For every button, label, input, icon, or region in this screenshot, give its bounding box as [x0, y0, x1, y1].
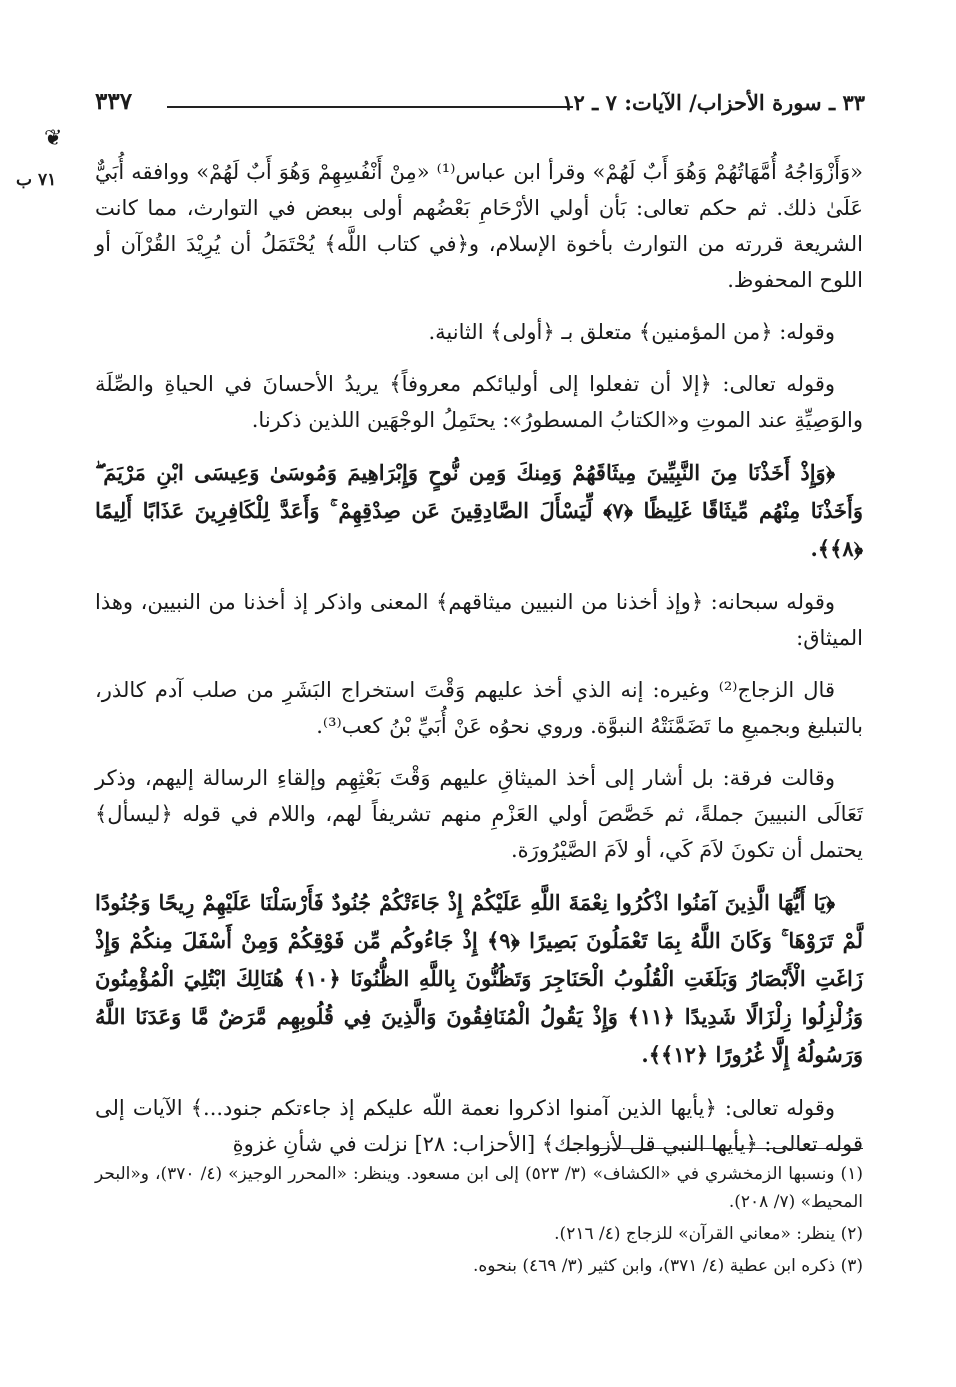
footnote-divider — [566, 1148, 863, 1149]
header-title: ٣٣ ـ سورة الأحزاب/ الآيات: ٧ ـ ١٢ — [562, 90, 865, 115]
quran-verses-9-12: ﴿يَا أَيُّهَا الَّذِينَ آمَنُوا اذْكُرُوا نِعْمَةَ اللَّهِ عَلَيْكُمْ إِذْ جَاءَتْكُمْ جُنُودٌ فَأَرْسَلْنَا عَلَيْهِمْ رِيحًا وَجُنُودًا لَّمْ تَرَوْهَا ۚ وَكَانَ اللَّهُ بِمَا تَعْمَلُونَ بَصِيرًا ﴿٩﴾ إِذْ جَاءُوكُم مِّن فَوْقِكُمْ وَمِنْ أَسْفَلَ مِنكُمْ وَإِذْ زَاغَتِ الْأَبْصَارُ وَبَلَغَتِ الْقُلُوبُ الْحَنَاجِرَ وَتَظُنُّونَ بِاللَّهِ الظُّنُونَا ﴿١٠﴾ هُنَالِكَ ابْتُلِيَ الْمُؤْمِنُونَ وَزُلْزِلُوا زِلْزَالًا شَدِيدًا ﴿١١﴾ وَإِذْ يَقُولُ الْمُنَافِقُونَ وَالَّذِينَ فِي قُلُوبِهِم مَّرَضٌ مَّا وَعَدَنَا اللَّهُ وَرَسُولُهُ إِلَّا غُرُورًا ﴿١٢﴾﴾. — [95, 890, 863, 1067]
footnote-1: (١) ونسبها الزمخشري في «الكشاف» (٣/ ٥٢٣) إلى ابن مسعود. وينظر: «المحرر الوجيز» (٤/ ٣٧٠)، و«البحر المحيط» (٧/ ٢٠٨). — [95, 1164, 863, 1212]
paragraph-5: وقوله سبحانه: ﴿وإذ أخذنا من النبيين ميثاقهم﴾ المعنى واذكر إذ أخذنا من النبيين، وهذا الميثاق: — [95, 590, 863, 650]
manuscript-folio-ref: ٧١ ب — [16, 170, 57, 190]
paragraph-1: «وَأَزْوَاجُهُ أُمَّهَاتُهُمْ وَهُوَ أَبٌ لَهُمْ» وقرأ ابن عباس⁽¹⁾ «مِنْ أَنْفُسِهِمْ وَهُوَ أَبٌ لَهُمْ» ووافقه أُبَيٌّ عَلَىٰ ذلك. ثم حكم تعالى: بَأن أولي الأرْحَامِ بَعْضُهم أولى ببعض في التوارث، مما كانت الشريعة قررته من التوارث بأخوة الإسلام، و﴿في كتاب اللَّه﴾ يُحْتَمَلُ أن يُرِيْدَ القُرْآن أو اللوح المحفوظ. — [95, 160, 863, 292]
paragraph-6: قال الزجاج⁽²⁾ وغيره: إنه الذي أخذ عليهم وَقْتَ استخراج البَشَرِ من صلب آدم كالذر، بالتبليغ وبجميعِ ما تَضَمَّنَتْهُ النبوَّة. وروي نحوُه عَنْ أُبَيِّ بْنُ كعب⁽³⁾. — [95, 678, 863, 738]
running-header — [95, 88, 865, 122]
footnote-3: (٣) ذكره ابن عطية (٤/ ٣٧١)، وابن كثير (٣/ ٤٦٩) بنحوه. — [473, 1256, 863, 1276]
footnotes — [95, 1160, 863, 1284]
paragraph-3: وقوله تعالى: ﴿إلا أن تفعلوا إلى أوليائكم معروفاً﴾ يريدُ الأحسانَ في الحياةِ والصِّلَة والوَصِيِّةِ عند الموتِ و«الكتابُ المسطورُ»: يحتَمِلُ الوجْهَين اللذين ذكرنا. — [95, 372, 863, 432]
page-number: ٣٣٧ — [95, 88, 133, 115]
footnote-2: (٢) ينظر: «معاني القرآن» للزجاج (٤/ ٢١٦). — [554, 1224, 863, 1244]
header-rule — [167, 106, 573, 108]
paragraph-2: وقوله: ﴿من المؤمنين﴾ متعلق بـ ﴿أولى﴾ الثانية. — [428, 320, 835, 344]
paragraph-9: وقوله تعالى: ﴿يأيها الذين آمنوا اذكروا نعمة اللّه عليكم إذ جاءتكم جنود...﴾ الآيات إلى قوله تعالى: ﴿يأيها النبي قل لأزواجك﴾ [الأحزاب: ٢٨] نزلت في شأنِ غزوةِ — [95, 1096, 863, 1156]
paragraph-7: وقالت فرقة: بل أشار إلى أخذ الميثاقِ عليهم وَقْتَ بَعْثِهِم وإلقاءِ الرسالة إليهم، وذكر تَعَالَى النبيينَ جملةً، ثم خَصَّصَ أولي العَزْمِ منهم تشريفاً لهم، واللام في قوله ﴿ليسأل﴾ يحتمل أن تكونَ لاَمَ كَي، أو لاَمَ الصَّيْرُورَة. — [95, 766, 863, 862]
quran-verses-7-8: ﴿وَإِذْ أَخَذْنَا مِنَ النَّبِيِّينَ مِيثَاقَهُمْ وَمِنكَ وَمِن نُّوحٍ وَإِبْرَاهِيمَ وَمُوسَىٰ وَعِيسَى ابْنِ مَرْيَمَ ۖ وَأَخَذْنَا مِنْهُم مِّيثَاقًا غَلِيظًا ﴿٧﴾ لِّيَسْأَلَ الصَّادِقِينَ عَن صِدْقِهِمْ ۚ وَأَعَدَّ لِلْكَافِرِينَ عَذَابًا أَلِيمًا ﴿٨﴾﴾. — [95, 460, 863, 561]
main-text — [95, 154, 863, 1178]
margin-ornament-icon: ❦ — [44, 126, 63, 151]
